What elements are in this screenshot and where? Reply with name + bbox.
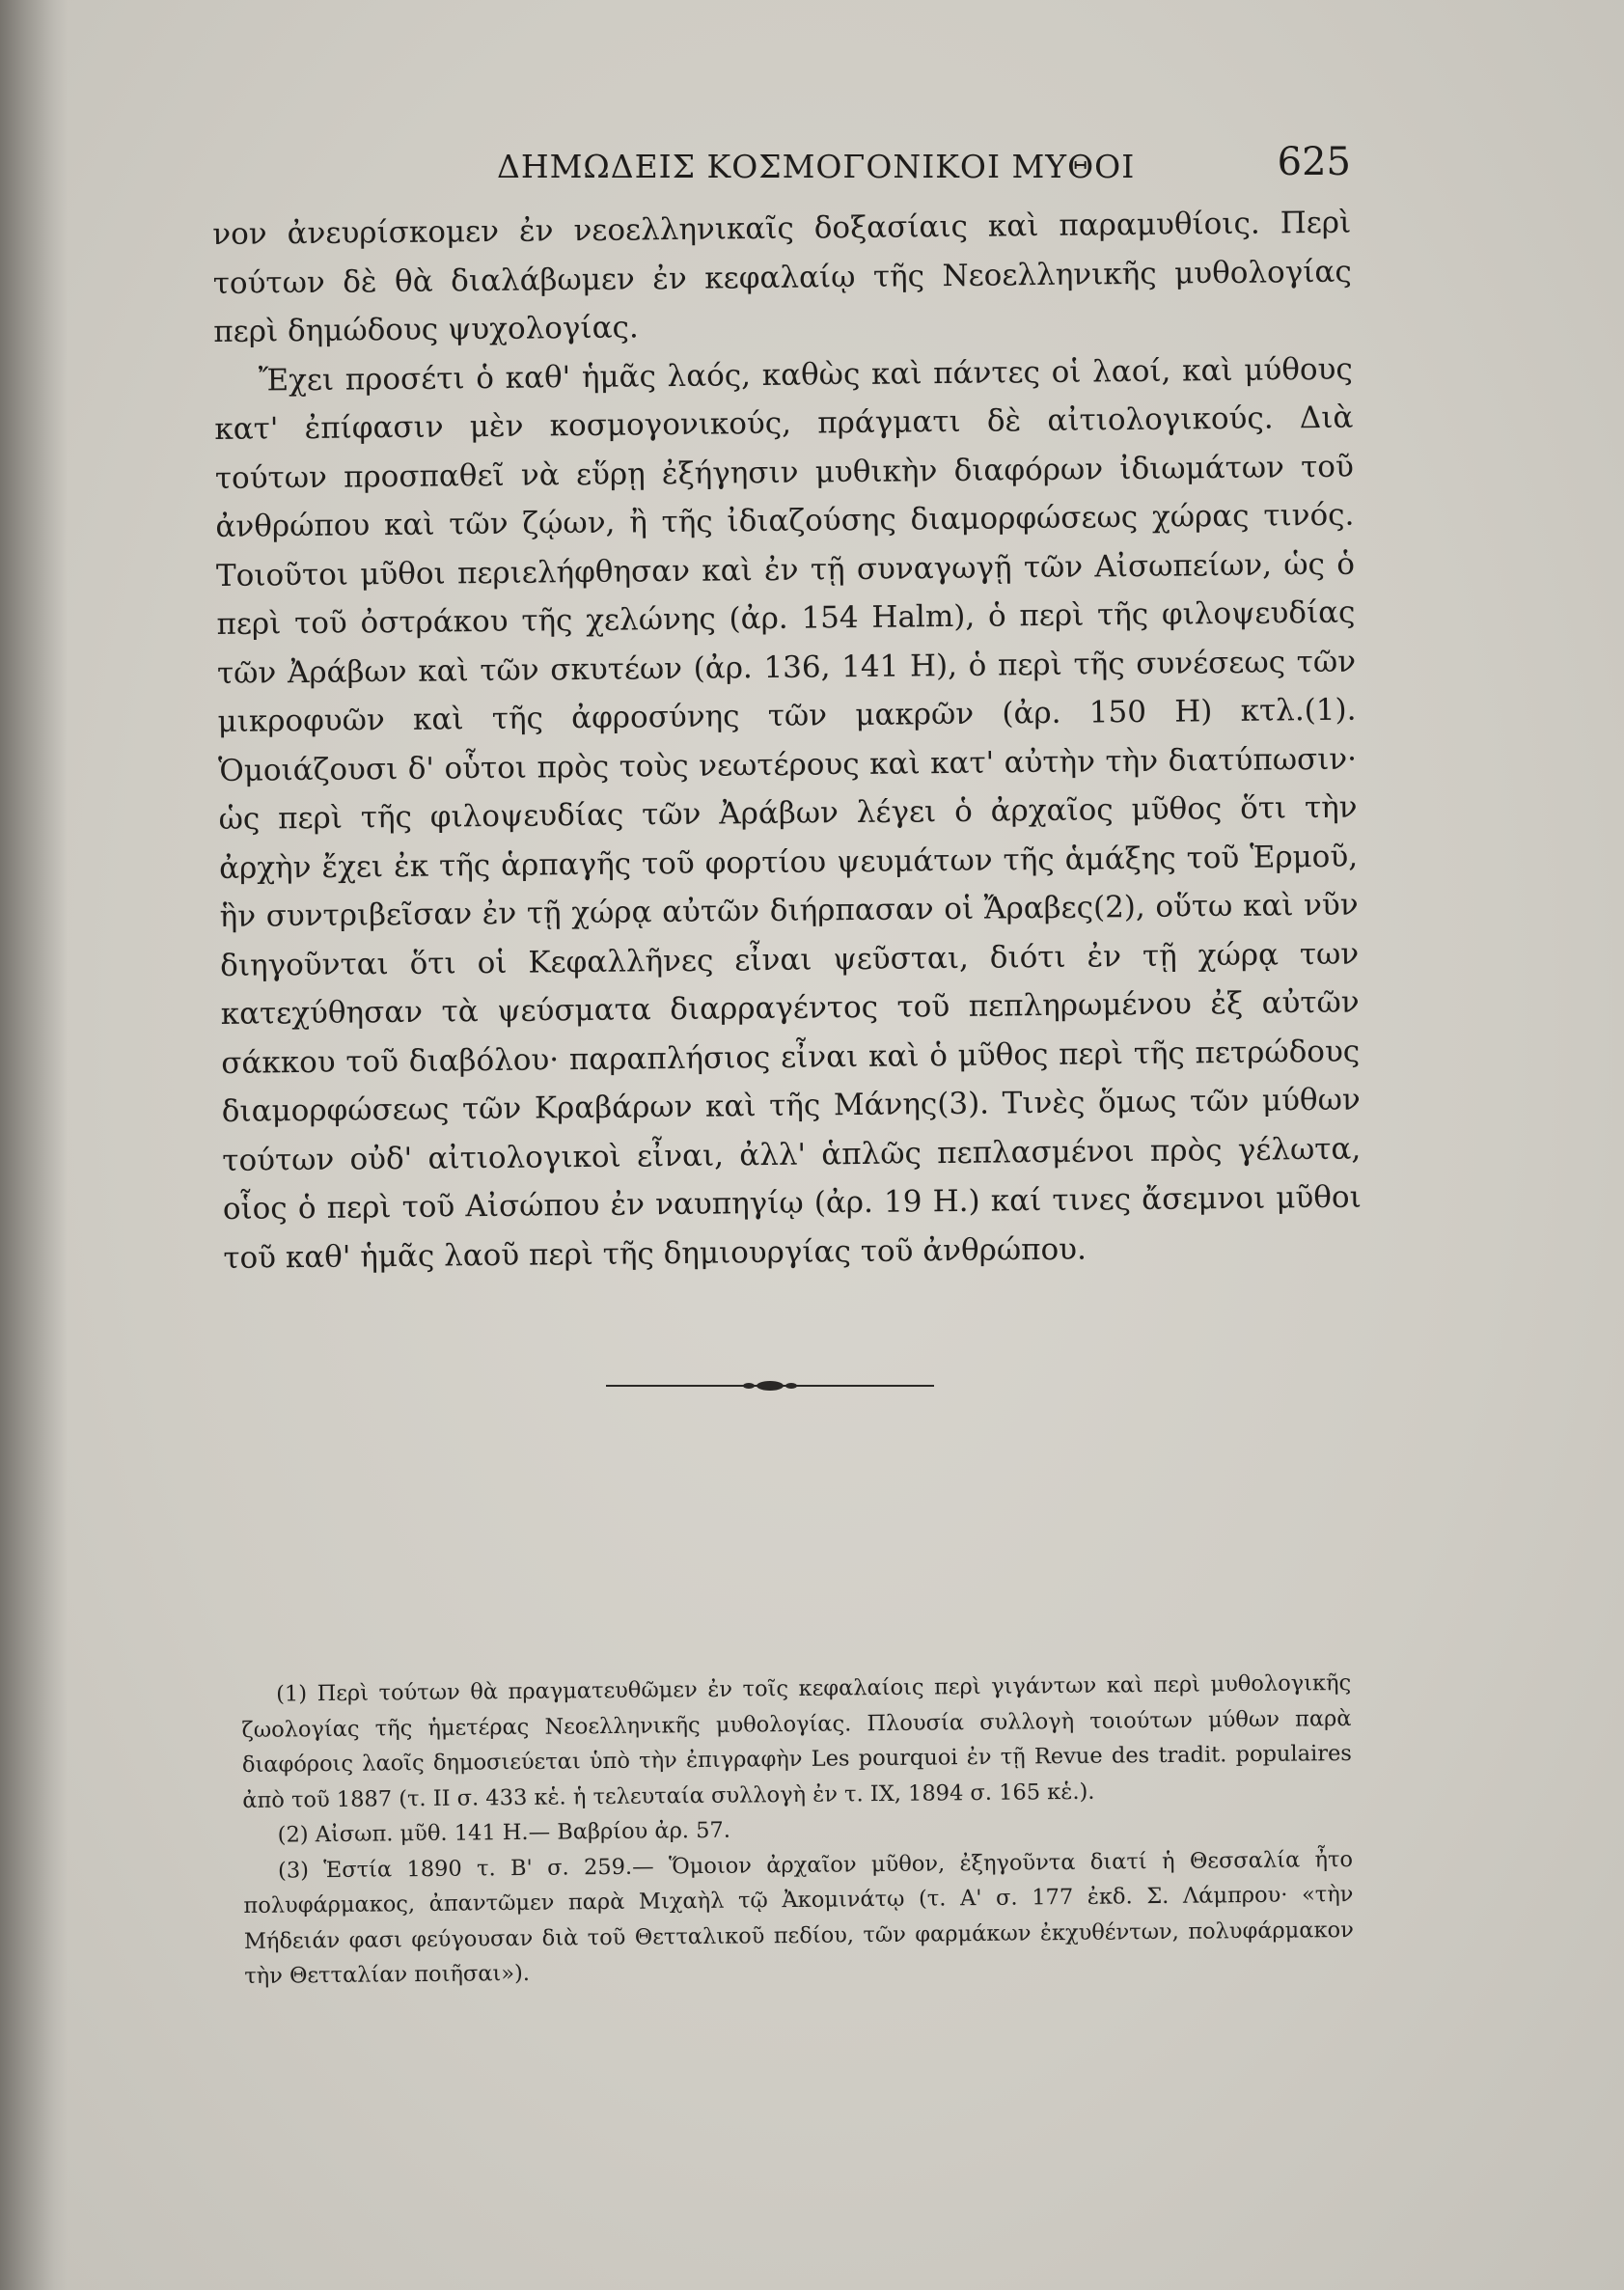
- paragraph: Ἔχει προσέτι ὁ καθ' ἡμᾶς λαός, καθὼς καὶ πάντες οἱ λαοί, καὶ μύθους κατ' ἐπίφασιν μὲν κοσμογονικούς, πράγματι δὲ αἰτιολογικούς. Διὰ τούτων προσπαθεῖ νὰ εὕρῃ ἐξήγησιν μυθικὴν διαφόρων ἰδιωμάτων τοῦ ἀνθρώπου καὶ τῶν ζῴων, ἢ τῆς ἰδιαζούσης διαμορφώσεως χώρας τινός. Τοιοῦτοι μῦθοι περιελήφθησαν καὶ ἐν τῇ συναγωγῇ τῶν Αἰσωπείων, ὡς ὁ περὶ τοῦ ὀστράκου τῆς χελώνης (ἀρ. 154 Halm), ὁ περὶ τῆς φιλοψευδίας τῶν Ἀράβων καὶ τῶν σκυτέων (ἀρ. 136, 141 H), ὁ περὶ τῆς συνέσεως τῶν μικροφυῶν καὶ τῆς ἀφροσύνης τῶν μακρῶν (ἀρ. 150 H) κτλ.(1). Ὁμοιάζουσι δ' οὗτοι πρὸς τοὺς νεωτέρους καὶ κατ' αὐτὴν τὴν διατύπωσιν· ὡς περὶ τῆς φιλοψευδίας τῶν Ἀράβων λέγει ὁ ἀρχαῖος μῦθος ὅτι τὴν ἀρχὴν ἔχει ἐκ τῆς ἁρπαγῆς τοῦ φορτίου ψευμάτων τῆς ἁμάξης τοῦ Ἑρμοῦ, ἣν συντριβεῖσαν ἐν τῇ χώρᾳ αὐτῶν διήρπασαν οἱ Ἄραβες(2), οὕτω καὶ νῦν διηγοῦνται ὅτι οἱ Κεφαλλῆνες εἶναι ψεῦσται, διότι ἐν τῇ χώρᾳ των κατεχύθησαν τὰ ψεύσματα διαρραγέντος τοῦ πεπληρωμένου ἐξ αὐτῶν σάκκου τοῦ διαβόλου· παραπλήσιος εἶναι καὶ ὁ μῦθος περὶ τῆς πετρώδους διαμορφώσεως τῶν Κραβάρων καὶ τῆς Μάνης(3). Τινὲς ὅμως τῶν μύθων τούτων οὐδ' αἰτιολογικοὶ εἶναι, ἀλλ' ἁπλῶς πεπλασμένοι πρὸς γέλωτα, οἷος ὁ περὶ τοῦ Αἰσώπου ἐν ναυπηγίῳ (ἀρ. 19 H.) καί τινες ἄσεμνοι μῦθοι τοῦ καθ' ἡμᾶς λαοῦ περὶ τῆς δημιουργίας τοῦ ἀνθρώπου.: [214, 351, 1362, 1276]
- section-separator-ornament: [606, 1378, 934, 1393]
- paragraph: νον ἀνευρίσκομεν ἐν νεοελληνικαῖς δοξασίαις καὶ παραμυθίοις. Περὶ τούτων δὲ θὰ διαλάβωμεν ἐν κεφαλαίῳ τῆς Νεοελληνικῆς μυθολογίας περὶ δημώδους ψυχολογίας.: [212, 205, 1352, 349]
- main-text: [212, 199, 1363, 1283]
- footnotes: [241, 1666, 1354, 1995]
- footnote: (3) Ἑστία 1890 τ. Β' σ. 259.— Ὅμοιον ἀρχαῖον μῦθον, ἐξηγοῦντα διατί ἡ Θεσσαλία ἦτο πολυφάρμακος, ἀπαντῶμεν παρὰ Μιχαὴλ τῷ Ἀκομινάτῳ (τ. Α' σ. 177 ἐκδ. Σ. Λάμπρου· «τὴν Μήδειάν φασι φεύγουσαν διὰ τοῦ Θετταλικοῦ πεδίου, τῶν φαρμάκων ἐκχυθέντων, πολυφάρμακον τὴν Θετταλίαν ποιῆσαι»).: [243, 1846, 1354, 1989]
- page-header: [212, 140, 1351, 198]
- running-title: ΔΗΜΩΔΕΙΣ ΚΟΣΜΟΓΟΝΙΚΟΙ ΜΥΘΟΙ: [497, 148, 1136, 185]
- footnote: (2) Αἰσωπ. μῦθ. 141 H.— Βαβρίου ἀρ. 57.: [277, 1817, 731, 1848]
- page-number: 625: [1277, 140, 1351, 184]
- footnote: (1) Περὶ τούτων θὰ πραγματευθῶμεν ἐν τοῖς κεφαλαίοις περὶ γιγάντων καὶ περὶ μυθολογικῆς ζωολογίας τῆς ἡμετέρας Νεοελληνικῆς μυθολογίας. Πλουσία συλλογὴ τοιούτων μύθων παρὰ διαφόροις λαοῖς δημοσιεύεται ὑπὸ τὴν ἐπιγραφὴν Les pourquoi ἐν τῇ Revue des tradit. populaires ἀπὸ τοῦ 1887 (τ. II σ. 433 κἑ. ἡ τελευταία συλλογὴ ἐν τ. IX, 1894 σ. 165 κἑ.).: [241, 1669, 1353, 1813]
- page-gutter-shadow: [0, 0, 68, 2290]
